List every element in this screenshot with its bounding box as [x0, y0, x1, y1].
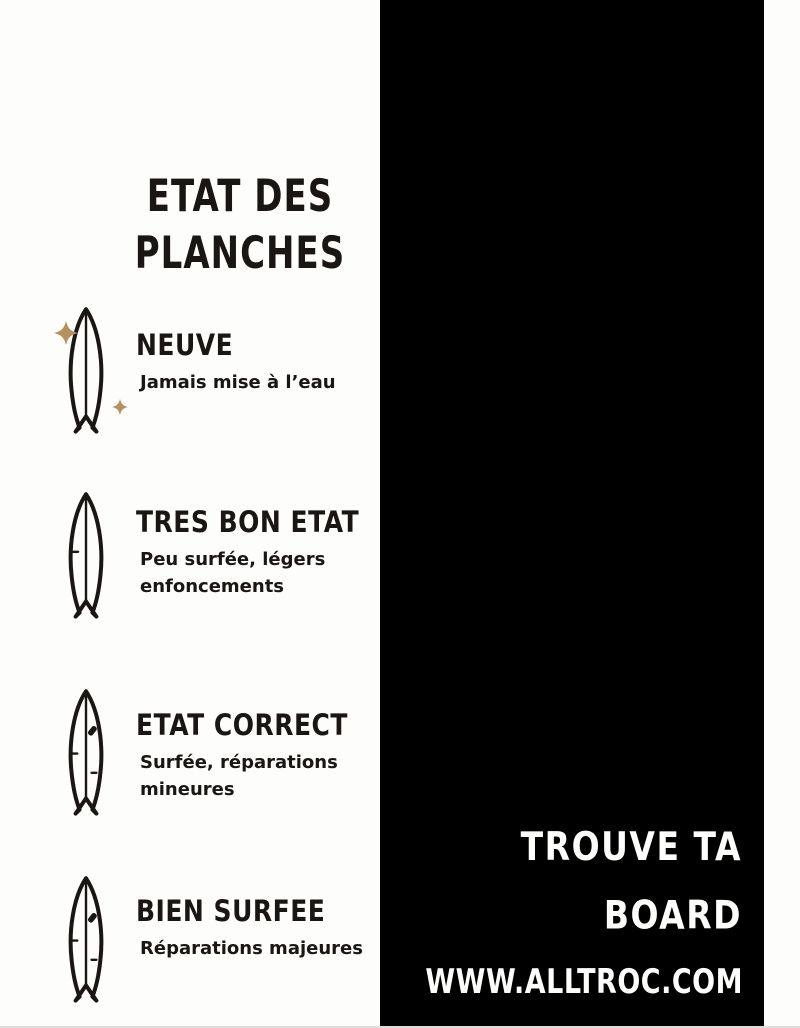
website-url: WWW.ALLTROC.COM	[425, 963, 743, 1002]
condition-text	[136, 491, 359, 619]
condition-text	[136, 875, 363, 1003]
condition-name: NEUVE	[136, 328, 234, 363]
surfboard-light-wear-icon	[62, 491, 112, 619]
condition-description: Peu surfée, légers enfoncements	[140, 549, 326, 597]
tagline-line2: BOARD	[603, 891, 742, 938]
surfboard-repaired-icon	[62, 688, 112, 816]
surfboard-heavy-wear-icon	[62, 875, 112, 1003]
tagline-line1: TROUVE TA	[520, 822, 742, 870]
condition-description: Surfée, réparations mineures	[140, 752, 338, 800]
condition-item-neuve	[62, 306, 336, 434]
condition-item-tres-bon-etat	[62, 491, 359, 619]
condition-description: Réparations majeures	[140, 938, 363, 959]
condition-item-etat-correct	[62, 688, 348, 816]
page-title	[100, 168, 380, 282]
surfboard-new-icon	[62, 306, 112, 434]
page-title-line2: PLANCHES	[134, 227, 346, 280]
tagline	[521, 812, 742, 949]
conditions-panel	[0, 0, 380, 1028]
condition-name: ETAT CORRECT	[136, 708, 348, 743]
condition-item-bien-surfee	[62, 875, 363, 1003]
condition-text	[136, 306, 336, 434]
surfboard-icon	[62, 688, 110, 816]
page-title-line1: ETAT DES	[146, 170, 334, 223]
sparkle-icon	[112, 399, 128, 415]
condition-text	[136, 688, 348, 816]
condition-name: BIEN SURFEE	[136, 894, 326, 929]
condition-description: Jamais mise à l’eau	[140, 372, 336, 393]
surfboard-icon	[62, 491, 110, 619]
sparkle-icon	[54, 321, 78, 345]
condition-name: TRES BON ETAT	[136, 505, 360, 540]
brand-panel	[380, 0, 764, 1026]
surfboard-icon	[62, 875, 110, 1003]
